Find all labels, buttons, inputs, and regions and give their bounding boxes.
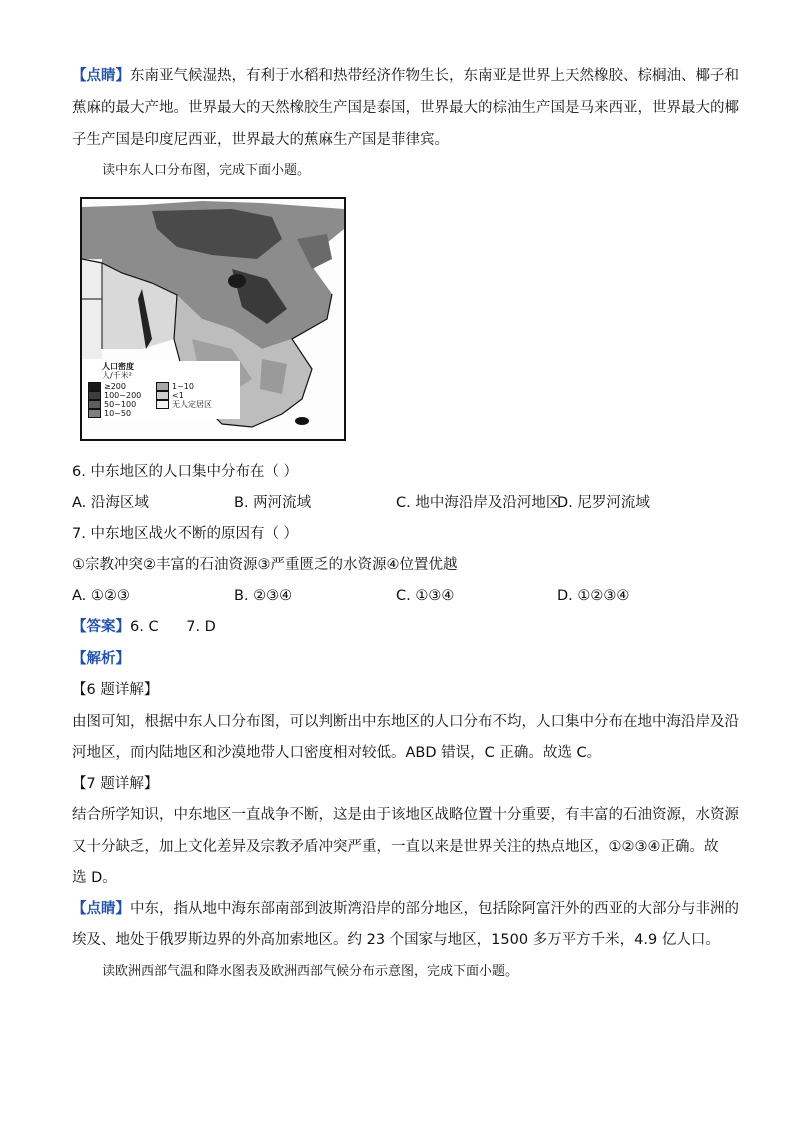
middle-east-population-map xyxy=(80,197,346,441)
legend-column xyxy=(88,382,156,418)
tip-text-line: 蕉麻的最大产地。世界最大的天然橡胶生产国是泰国，世界最大的棕油生产国是马来西亚，世界最大的椰 xyxy=(72,100,739,116)
detail-7-line: 结合所学知识，中东地区一直战争不断，这是由于该地区战略位置十分重要，有丰富的石油资源，水资源 xyxy=(72,807,739,823)
question-7-option-a: A. ①②③ xyxy=(72,588,130,604)
answer-text: 6. C 7. D xyxy=(130,619,216,635)
legend-item xyxy=(88,409,156,418)
legend-title: 人口密度 xyxy=(102,362,134,371)
legend-label: ≥200 xyxy=(104,382,126,391)
question-6-option-c: C. 地中海沿岸及沿河地区 xyxy=(396,495,561,511)
question-6-option-d: D. 尼罗河流域 xyxy=(557,495,650,511)
detail-7-line: 选 D。 xyxy=(72,870,117,886)
map-legend xyxy=(86,361,240,419)
legend-item xyxy=(156,400,234,409)
instruction-text: 读欧洲西部气温和降水图表及欧洲西部气候分布示意图，完成下面小题。 xyxy=(102,964,519,979)
legend-item xyxy=(156,391,234,400)
detail-7-line: 又十分缺乏，加上文化差异及宗教矛盾冲突严重，一直以来是世界关注的热点地区，①②③④正确。故 xyxy=(72,839,719,855)
tip-text-line: 埃及、地处于俄罗斯边界的外高加索地区。约 23 个国家与地区，1500 多万平方千米，4.9 亿人口。 xyxy=(72,932,720,948)
legend-item xyxy=(88,382,156,391)
legend-column xyxy=(156,382,234,418)
legend-label: 50~100 xyxy=(104,400,137,409)
analysis-label xyxy=(72,649,130,669)
tip-label: 【点睛】 xyxy=(72,68,130,84)
legend-item xyxy=(88,400,156,409)
detail-6-line: 由图可知，根据中东人口分布图，可以判断出中东地区的人口分布不均，人口集中分布在地中海沿岸及沿 xyxy=(72,714,739,730)
legend-label: 10~50 xyxy=(104,409,132,418)
question-6-option-a: A. 沿海区域 xyxy=(72,495,149,511)
tip-paragraph-1 xyxy=(72,66,739,86)
tip-label: 【点睛】 xyxy=(72,901,130,917)
legend-swatch xyxy=(156,382,169,391)
legend-swatch xyxy=(156,400,169,409)
question-7-option-c: C. ①③④ xyxy=(396,588,455,604)
legend-label: 1~10 xyxy=(172,382,194,391)
question-7-option-d: D. ①②③④ xyxy=(557,588,630,604)
legend-unit: 人/千米² xyxy=(102,371,132,380)
analysis-label-text: 【解析】 xyxy=(72,651,130,667)
detail-7-label: 【7 题详解】 xyxy=(72,776,159,792)
answer-line xyxy=(72,617,216,637)
tip-paragraph-2 xyxy=(72,899,739,919)
legend-item xyxy=(88,391,156,400)
question-6-option-b: B. 两河流域 xyxy=(234,495,312,511)
legend-swatch xyxy=(88,409,101,418)
question-7-stem: 7. 中东地区战火不断的原因有（ ） xyxy=(72,526,299,542)
legend-swatch xyxy=(156,391,169,400)
map-dense-zone xyxy=(228,274,246,288)
answer-label: 【答案】 xyxy=(72,619,130,635)
question-7-option-b: B. ②③④ xyxy=(234,588,293,604)
instruction-text: 读中东人口分布图，完成下面小题。 xyxy=(102,163,311,178)
tip-text-line: 东南亚气候湿热，有利于水稻和热带经济作物生长，东南亚是世界上天然橡胶、棕榈油、椰子和 xyxy=(130,68,739,84)
legend-item xyxy=(156,382,234,391)
question-7-items: ①宗教冲突②丰富的石油资源③严重匮乏的水资源④位置优越 xyxy=(72,557,458,573)
map-land-libya xyxy=(82,259,102,359)
legend-label: 无人定居区 xyxy=(172,400,212,409)
legend-label: <1 xyxy=(172,391,184,400)
legend-swatch xyxy=(88,382,101,391)
legend-swatch xyxy=(88,391,101,400)
legend-swatch xyxy=(88,400,101,409)
question-6-stem: 6. 中东地区的人口集中分布在（ ） xyxy=(72,464,299,480)
tip-text-line: 子生产国是印度尼西亚，世界最大的蕉麻生产国是菲律宾。 xyxy=(72,132,449,148)
detail-6-line: 河地区，而内陆地区和沙漠地带人口密度相对较低。ABD 错误，C 正确。故选 C。 xyxy=(72,745,602,761)
detail-6-label: 【6 题详解】 xyxy=(72,682,159,698)
tip-text-line: 中东，指从地中海东部南部到波斯湾沿岸的部分地区，包括除阿富汗外的西亚的大部分与非洲的 xyxy=(130,901,739,917)
legend-label: 100~200 xyxy=(104,391,142,400)
map-island xyxy=(295,417,309,425)
